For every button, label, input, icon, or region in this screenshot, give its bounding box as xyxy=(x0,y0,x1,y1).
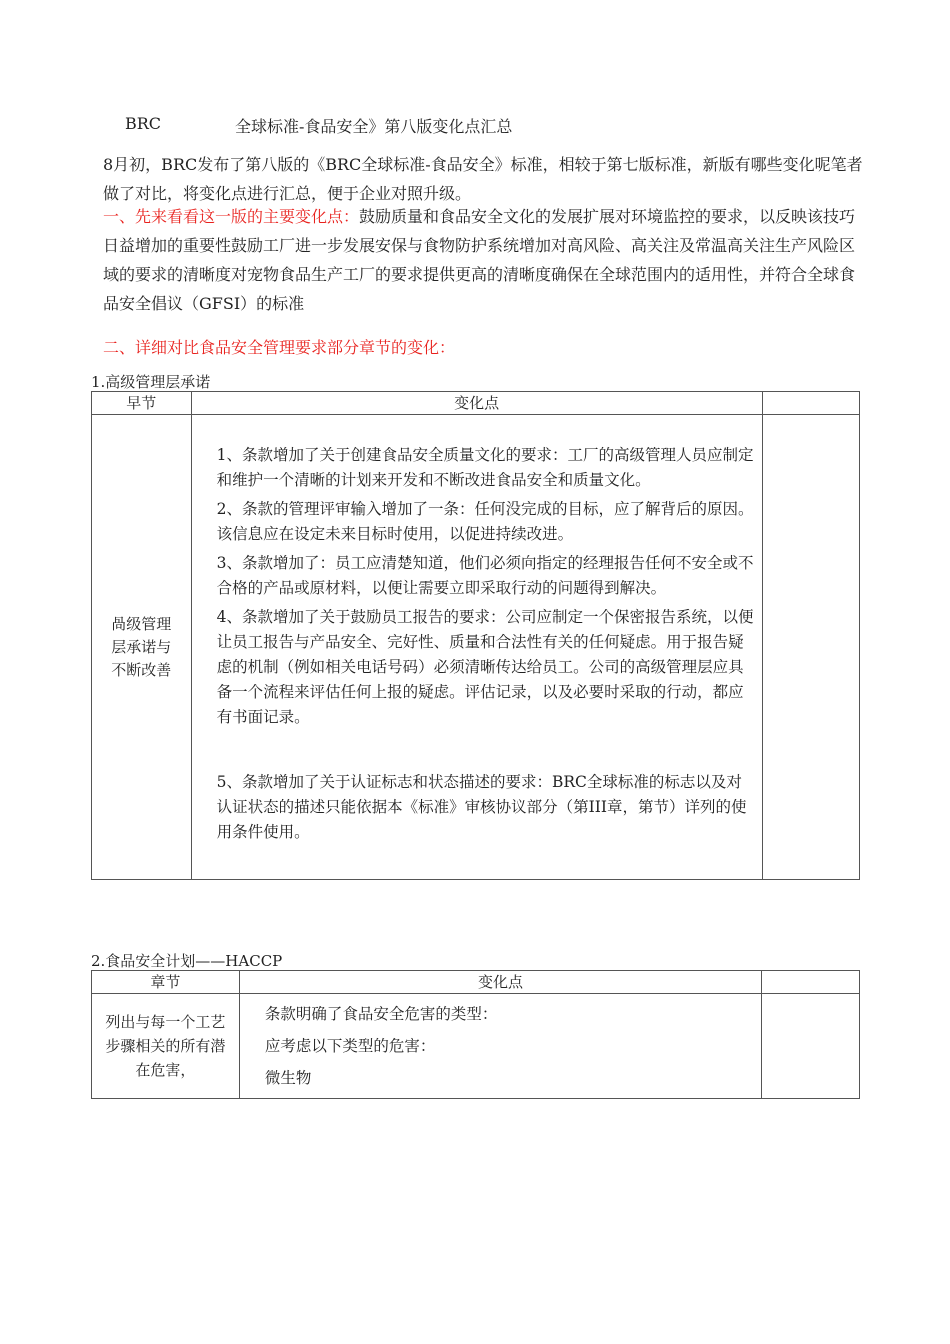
doc-title: 全球标准-食品安全》第八版变化点汇总 xyxy=(235,117,513,136)
intro-paragraph: 8月初，BRC发布了第八版的《BRC全球标准-食品安全》标准，相较于第七版标准，新版有哪些变化呢笔者做了对比，将变化点进行汇总，便于企业对照升级。 xyxy=(103,155,863,203)
table-header-row xyxy=(92,392,860,415)
header-changes: 变化点 xyxy=(239,971,761,994)
change-item: 3、条款增加了：员工应清楚知道，他们必须向指定的经理报告任何不安全或不合格的产品或原材料，以便让需要立即采取行动的问题得到解决。 xyxy=(216,554,754,597)
header-section: 章节 xyxy=(92,971,240,994)
table2-label: 2.食品安全计划——HACCP xyxy=(91,952,283,970)
change-items xyxy=(239,994,761,1099)
table-senior-management xyxy=(91,391,860,880)
change-item: 5、条款增加了关于认证标志和状态描述的要求：BRC全球标准的标志以及对认证状态的描述只能依据本《标准》审核协议部分（第III章，第节）详列的使用条件使用。 xyxy=(216,773,747,841)
section-one-heading: 一、先来看看这一版的主要变化点： xyxy=(103,207,360,226)
row-blank-cell xyxy=(762,415,859,880)
table-row xyxy=(92,415,860,880)
header-changes: 变化点 xyxy=(191,392,762,415)
change-item: 2、条款的管理评审输入增加了一条：任何没完成的目标，应了解背后的原因。该信息应在设定未来目标时使用，以促进持续改进。 xyxy=(216,500,754,543)
change-item: 4、条款增加了关于鼓励员工报告的要求：公司应制定一个保密报告系统，以便让员工报告与产品安全、完好性、质量和合法性有关的任何疑虑。用于报告疑虑的机制（例如相关电话号码）必须清晰传达给员工。公司的高级管理层应具备一个流程来评估任何上报的疑虑。评估记录，以及必要时采取的行动，都应有书面记录。 xyxy=(216,608,754,726)
change-line: 应考虑以下类型的危害： xyxy=(264,1037,436,1055)
table1-label: 1.高级管理层承诺 xyxy=(91,373,211,391)
row-label: 咼级管理层承诺与不断改善 xyxy=(92,415,192,880)
section-two-heading: 二、详细对比食品安全管理要求部分章节的变化： xyxy=(103,338,456,357)
table-header-row xyxy=(92,971,860,994)
change-items xyxy=(191,415,762,880)
change-item: 1、条款增加了关于创建食品安全质量文化的要求：工厂的高级管理人员应制定和维护一个清晰的计划来开发和不断改进食品安全和质量文化。 xyxy=(216,446,754,489)
section-one-paragraph xyxy=(103,202,863,318)
row-blank-cell xyxy=(762,994,860,1099)
doc-title-prefix: BRC xyxy=(125,114,162,133)
header-section: 早节 xyxy=(92,392,192,415)
change-line: 微生物 xyxy=(264,1069,312,1087)
section-one-body: 鼓励质量和食品安全文化的发展扩展对环境监控的要求，以反映该技巧日益增加的重要性鼓励工厂进一步发展安保与食物防护系统增加对高风险、高关注及常温高关注生产风险区域的要求的清晰度对宠物食品生产工厂的要求提供更高的清晰度确保在全球范围内的适用性，并符合全球食品安全倡议（GFSI）的标准 xyxy=(103,207,856,313)
row-label: 列出与每一个工艺步骤相关的所有潜在危害， xyxy=(92,994,240,1099)
table-row xyxy=(92,994,860,1099)
header-blank xyxy=(762,971,860,994)
header-blank xyxy=(762,392,859,415)
table-haccp xyxy=(91,970,860,1099)
change-line: 条款明确了食品安全危害的类型： xyxy=(264,1005,498,1023)
